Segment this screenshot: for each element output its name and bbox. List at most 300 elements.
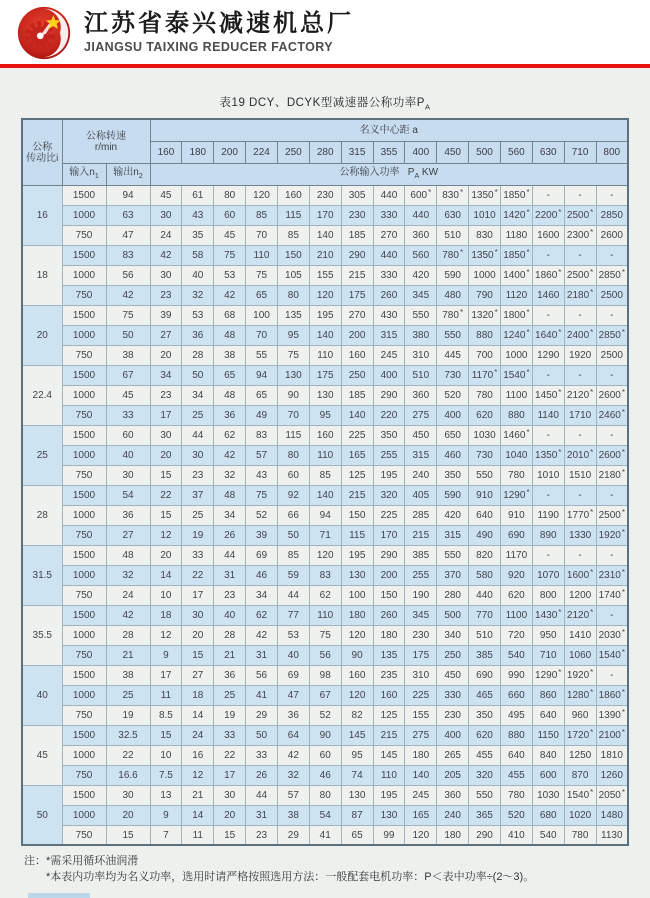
power-cell: 37 <box>182 485 214 505</box>
power-cell: 240 <box>405 465 437 485</box>
circulating-oil-marker: * <box>621 327 625 337</box>
power-cell: 60 <box>277 465 309 485</box>
input-speed-cell: 750 <box>62 285 106 305</box>
power-cell: 790 <box>469 285 501 305</box>
power-cell: 1460* <box>500 425 532 445</box>
output-speed-cell: 32 <box>106 565 150 585</box>
power-cell: 290 <box>341 245 373 265</box>
power-cell: 1850* <box>500 185 532 205</box>
power-cell: 630 <box>437 205 469 225</box>
power-cell: 920 <box>500 565 532 585</box>
header-speed-unit: r/min <box>94 141 118 153</box>
power-cell: 285 <box>405 505 437 525</box>
power-cell: 780 <box>469 385 501 405</box>
circulating-oil-marker: * <box>526 327 530 337</box>
power-cell: 40 <box>182 265 214 285</box>
power-cell: 1020 <box>564 805 596 825</box>
input-speed-cell: 1500 <box>62 665 106 685</box>
power-cell: 125 <box>341 465 373 485</box>
power-cell: 64 <box>277 725 309 745</box>
output-speed-cell: 21 <box>106 645 150 665</box>
power-cell: 150 <box>277 245 309 265</box>
power-cell: 910 <box>500 505 532 525</box>
power-cell: 22 <box>214 745 246 765</box>
power-cell: 170 <box>373 525 405 545</box>
power-cell: 44 <box>182 425 214 445</box>
power-cell: - <box>596 605 628 625</box>
circulating-oil-marker: * <box>621 787 625 797</box>
input-speed-cell: 1500 <box>62 425 106 445</box>
power-cell: 230 <box>437 705 469 725</box>
power-cell: 125 <box>373 705 405 725</box>
table-row <box>22 245 628 265</box>
power-cell: 70 <box>277 405 309 425</box>
power-cell: 80 <box>277 285 309 305</box>
power-cell: 60 <box>309 745 341 765</box>
power-cell: 94 <box>246 365 278 385</box>
power-cell: 1740* <box>596 585 628 605</box>
power-cell: 600* <box>405 185 437 205</box>
power-cell: 910 <box>469 485 501 505</box>
circulating-oil-marker: * <box>621 727 625 737</box>
power-cell: - <box>564 485 596 505</box>
power-cell: 1280* <box>564 685 596 705</box>
power-cell: 160 <box>277 185 309 205</box>
power-cell: 950 <box>532 625 564 645</box>
power-cell: 200 <box>341 325 373 345</box>
ratio-cell: 18 <box>22 245 62 305</box>
input-speed-cell: 750 <box>62 825 106 845</box>
power-cell: - <box>596 185 628 205</box>
power-cell: 770 <box>469 605 501 625</box>
power-cell: 1770* <box>564 505 596 525</box>
power-cell: 310 <box>405 665 437 685</box>
power-cell: 340 <box>437 625 469 645</box>
circulating-oil-marker: * <box>621 587 625 597</box>
ratio-cell: 35.5 <box>22 605 62 665</box>
power-cell: 640 <box>500 745 532 765</box>
power-cell: 1320* <box>469 305 501 325</box>
power-cell: 47 <box>277 685 309 705</box>
power-cell: 2850* <box>596 265 628 285</box>
power-cell: 45 <box>150 185 182 205</box>
power-cell: 860 <box>532 685 564 705</box>
input-speed-cell: 1500 <box>62 245 106 265</box>
power-cell: 85 <box>309 465 341 485</box>
power-cell: - <box>532 245 564 265</box>
power-cell: 200 <box>373 565 405 585</box>
power-cell: 495 <box>500 705 532 725</box>
table-row <box>22 345 628 365</box>
center-distance-value: 160 <box>150 141 182 163</box>
power-cell: 1450* <box>532 385 564 405</box>
circulating-oil-marker: * <box>494 367 498 377</box>
power-cell: 1640* <box>532 325 564 345</box>
power-cell: 600 <box>532 765 564 785</box>
power-cell: 26 <box>246 765 278 785</box>
center-distance-value: 800 <box>596 141 628 163</box>
power-cell: 53 <box>277 625 309 645</box>
circulating-oil-marker: * <box>558 447 562 457</box>
power-cell: 83 <box>309 565 341 585</box>
output-speed-cell: 38 <box>106 345 150 365</box>
center-distance-value: 500 <box>469 141 501 163</box>
power-cell: 550 <box>437 545 469 565</box>
power-cell: 350 <box>437 465 469 485</box>
ratio-cell: 25 <box>22 425 62 485</box>
table-row <box>22 805 628 825</box>
power-cell: 85 <box>246 205 278 225</box>
power-cell: 1430* <box>532 605 564 625</box>
power-cell: 99 <box>373 825 405 845</box>
power-cell: 230 <box>341 205 373 225</box>
power-cell: 145 <box>341 725 373 745</box>
output-speed-cell: 38 <box>106 665 150 685</box>
power-cell: 440 <box>405 205 437 225</box>
power-cell: 730 <box>437 365 469 385</box>
output-speed-label: 输出n <box>113 166 139 178</box>
power-cell: 58 <box>182 245 214 265</box>
power-cell: 26 <box>214 525 246 545</box>
power-cell: 28 <box>214 625 246 645</box>
power-cell: 180 <box>341 605 373 625</box>
power-cell: 215 <box>341 265 373 285</box>
power-cell: - <box>532 545 564 565</box>
input-speed-cell: 750 <box>62 705 106 725</box>
power-cell: 2850 <box>596 205 628 225</box>
power-cell: 1390* <box>596 705 628 725</box>
power-cell: 1070 <box>532 565 564 585</box>
table-row <box>22 785 628 805</box>
power-cell: 1860* <box>596 685 628 705</box>
power-cell: 510 <box>469 625 501 645</box>
power-cell: 440 <box>469 585 501 605</box>
table-row <box>22 325 628 345</box>
power-cell: 225 <box>373 505 405 525</box>
power-cell: 255 <box>405 565 437 585</box>
output-speed-cell: 16.6 <box>106 765 150 785</box>
power-cell: 880 <box>500 405 532 425</box>
table-row <box>22 825 628 845</box>
circulating-oil-marker: * <box>558 327 562 337</box>
power-cell: - <box>564 245 596 265</box>
center-distance-value: 250 <box>277 141 309 163</box>
power-cell: 145 <box>373 745 405 765</box>
power-cell: 620 <box>500 585 532 605</box>
power-cell: 95 <box>341 745 373 765</box>
power-cell: - <box>596 425 628 445</box>
power-cell: 35 <box>182 225 214 245</box>
power-cell: 27 <box>150 325 182 345</box>
power-cell: - <box>596 305 628 325</box>
power-cell: 155 <box>405 705 437 725</box>
circulating-oil-marker: * <box>459 307 464 317</box>
power-cell: 165 <box>341 445 373 465</box>
power-cell: 42 <box>214 285 246 305</box>
power-cell: 210 <box>309 245 341 265</box>
power-cell: - <box>596 245 628 265</box>
power-cell: 2460* <box>596 405 628 425</box>
power-cell: 2310* <box>596 565 628 585</box>
power-cell: 15 <box>150 725 182 745</box>
power-cell: 160 <box>373 685 405 705</box>
output-speed-cell: 24 <box>106 585 150 605</box>
power-cell: 12 <box>182 765 214 785</box>
power-cell: 2600 <box>596 225 628 245</box>
power-cell: 1540* <box>564 785 596 805</box>
power-cell: 400 <box>437 725 469 745</box>
power-cell: 620 <box>469 405 501 425</box>
power-cell: 120 <box>309 285 341 305</box>
power-cell: 7.5 <box>150 765 182 785</box>
power-cell: 120 <box>246 185 278 205</box>
input-speed-sub: 1 <box>94 172 99 180</box>
power-cell: 235 <box>373 665 405 685</box>
power-cell: 68 <box>214 305 246 325</box>
power-cell: 130 <box>341 785 373 805</box>
power-cell: 20 <box>150 545 182 565</box>
power-cell: 69 <box>246 545 278 565</box>
power-cell: 15 <box>182 645 214 665</box>
power-cell: 155 <box>309 265 341 285</box>
power-cell: 1860* <box>532 265 564 285</box>
header-ratio-line1: 公称 <box>32 141 53 153</box>
power-cell: 50 <box>277 525 309 545</box>
power-cell: 1920 <box>564 345 596 365</box>
power-cell: 185 <box>341 385 373 405</box>
power-cell: 80 <box>309 785 341 805</box>
power-cell: 820 <box>469 545 501 565</box>
input-speed-cell: 1000 <box>62 385 106 405</box>
power-cell: 135 <box>373 645 405 665</box>
power-cell: 380 <box>405 325 437 345</box>
table-row <box>22 665 628 685</box>
power-cell: 440 <box>373 245 405 265</box>
circulating-oil-marker: * <box>590 507 594 517</box>
power-cell: 830 <box>469 225 501 245</box>
input-speed-cell: 1000 <box>62 445 106 465</box>
power-cell: 1170* <box>469 365 501 385</box>
power-cell: - <box>532 305 564 325</box>
power-cell: 205 <box>437 765 469 785</box>
power-cell: 1150 <box>532 725 564 745</box>
power-cell: 29 <box>277 825 309 845</box>
power-cell: 22 <box>182 565 214 585</box>
table-row <box>22 285 628 305</box>
header-row-1 <box>22 119 628 141</box>
circulating-oil-marker: * <box>590 287 594 297</box>
power-cell: 53 <box>182 305 214 325</box>
table-row <box>22 545 628 565</box>
power-cell: 225 <box>405 685 437 705</box>
power-cell: 720 <box>500 625 532 645</box>
circulating-oil-marker: * <box>526 427 530 437</box>
output-speed-cell: 45 <box>106 385 150 405</box>
power-cell: 160 <box>341 345 373 365</box>
circulating-oil-marker: * <box>558 207 562 217</box>
output-speed-cell: 25 <box>106 685 150 705</box>
power-cell: 870 <box>564 765 596 785</box>
power-cell: 38 <box>214 345 246 365</box>
power-cell: 455 <box>469 745 501 765</box>
power-cell: 330 <box>373 265 405 285</box>
power-cell: 29 <box>246 705 278 725</box>
power-cell: 540 <box>500 645 532 665</box>
power-cell: 28 <box>182 345 214 365</box>
ratio-cell: 16 <box>22 185 62 245</box>
power-cell: 83 <box>246 425 278 445</box>
power-cell: 185 <box>341 225 373 245</box>
center-distance-value: 630 <box>532 141 564 163</box>
power-cell: 52 <box>246 505 278 525</box>
power-cell: 43 <box>246 465 278 485</box>
power-cell: 250 <box>341 365 373 385</box>
power-cell: 365 <box>469 805 501 825</box>
circulating-oil-marker: * <box>590 727 594 737</box>
power-cell: 660 <box>500 685 532 705</box>
power-cell: 1920* <box>596 525 628 545</box>
company-name-en: JIANGSU TAIXING REDUCER FACTORY <box>84 40 333 54</box>
power-cell: 20 <box>150 345 182 365</box>
power-cell: 1480 <box>596 805 628 825</box>
input-speed-cell: 1500 <box>62 545 106 565</box>
output-speed-cell: 67 <box>106 365 150 385</box>
output-speed-cell: 20 <box>106 805 150 825</box>
power-cell: 65 <box>214 365 246 385</box>
power-cell: 500 <box>437 605 469 625</box>
power-cell: 2600* <box>596 385 628 405</box>
power-cell: 265 <box>437 745 469 765</box>
input-speed-cell: 750 <box>62 525 106 545</box>
power-cell: 1040 <box>500 445 532 465</box>
center-distance-value: 280 <box>309 141 341 163</box>
power-cell: 220 <box>373 405 405 425</box>
circulating-oil-marker: * <box>459 187 464 197</box>
output-speed-cell: 33 <box>106 405 150 425</box>
power-cell: 140 <box>405 765 437 785</box>
power-cell: 23 <box>214 585 246 605</box>
circulating-oil-marker: * <box>621 627 625 637</box>
power-cell: 360 <box>437 785 469 805</box>
power-cell: 1800* <box>500 305 532 325</box>
power-cell: 65 <box>246 385 278 405</box>
center-distance-value: 355 <box>373 141 405 163</box>
input-speed-cell: 1000 <box>62 745 106 765</box>
power-cell: 880 <box>469 325 501 345</box>
power-cell: 80 <box>214 185 246 205</box>
power-cell: 30 <box>182 445 214 465</box>
power-cell: 2120* <box>564 385 596 405</box>
table-row <box>22 505 628 525</box>
power-cell: 140 <box>309 325 341 345</box>
power-cell: 130 <box>341 565 373 585</box>
power-cell: 23 <box>150 285 182 305</box>
table-row <box>22 205 628 225</box>
power-cell: 1140 <box>532 405 564 425</box>
circulating-oil-marker: * <box>526 307 530 317</box>
power-cell: 1710 <box>564 405 596 425</box>
power-cell: 39 <box>150 305 182 325</box>
output-speed-cell: 40 <box>106 445 150 465</box>
power-cell: 1130 <box>596 825 628 845</box>
power-cell: - <box>564 185 596 205</box>
power-cell: 7 <box>150 825 182 845</box>
power-cell: 94 <box>309 505 341 525</box>
power-cell: 39 <box>246 525 278 545</box>
output-speed-cell: 28 <box>106 625 150 645</box>
power-cell: 990 <box>500 665 532 685</box>
power-cell: 140 <box>309 225 341 245</box>
table-row <box>22 385 628 405</box>
power-cell: 730 <box>469 445 501 465</box>
cropped-element <box>28 893 90 898</box>
power-cell: 550 <box>405 305 437 325</box>
power-cell: 690 <box>500 525 532 545</box>
table-row <box>22 485 628 505</box>
circulating-oil-marker: * <box>558 667 562 677</box>
note-text-1: *需采用循环油润滑 <box>46 855 139 868</box>
power-cell: 30 <box>150 205 182 225</box>
circulating-oil-marker: * <box>526 247 530 257</box>
power-cell: 150 <box>373 585 405 605</box>
power-cell: 2500* <box>564 205 596 225</box>
input-speed-cell: 1500 <box>62 725 106 745</box>
power-cell: 690 <box>469 665 501 685</box>
power-cell: 59 <box>277 565 309 585</box>
power-cell: 1850* <box>500 245 532 265</box>
circulating-oil-marker: * <box>621 527 625 537</box>
input-speed-cell: 1000 <box>62 805 106 825</box>
power-cell: 245 <box>373 345 405 365</box>
power-cell: 75 <box>277 345 309 365</box>
power-cell: 480 <box>437 285 469 305</box>
power-cell: 160 <box>309 425 341 445</box>
power-cell: 510 <box>437 225 469 245</box>
power-cell: 50 <box>182 365 214 385</box>
power-cell: 41 <box>246 685 278 705</box>
input-speed-cell: 1000 <box>62 505 106 525</box>
power-cell: 70 <box>246 325 278 345</box>
power-cell: - <box>564 305 596 325</box>
power-cell: 1030 <box>532 785 564 805</box>
power-cell: 44 <box>246 785 278 805</box>
power-cell: 260 <box>373 605 405 625</box>
power-cell: 960 <box>564 705 596 725</box>
power-cell: 75 <box>309 625 341 645</box>
power-cell: 1180 <box>500 225 532 245</box>
power-cell: 34 <box>150 365 182 385</box>
power-cell: 590 <box>437 265 469 285</box>
power-cell: 120 <box>341 625 373 645</box>
power-cell: 65 <box>246 285 278 305</box>
note-prefix: 注： <box>24 855 46 868</box>
input-speed-cell: 1500 <box>62 305 106 325</box>
input-speed-cell: 750 <box>62 345 106 365</box>
power-cell: 130 <box>309 385 341 405</box>
power-cell: 510 <box>405 365 437 385</box>
power-cell: 14 <box>150 565 182 585</box>
power-cell: 115 <box>277 205 309 225</box>
table-row <box>22 745 628 765</box>
power-cell: 180 <box>437 825 469 845</box>
header-ratio-line2: 传动比i <box>26 152 59 164</box>
power-cell: 23 <box>150 385 182 405</box>
power-cell: 880 <box>500 725 532 745</box>
circulating-oil-marker: * <box>590 567 594 577</box>
power-cell: 36 <box>182 325 214 345</box>
output-speed-cell: 60 <box>106 425 150 445</box>
power-cell: 840 <box>532 745 564 765</box>
